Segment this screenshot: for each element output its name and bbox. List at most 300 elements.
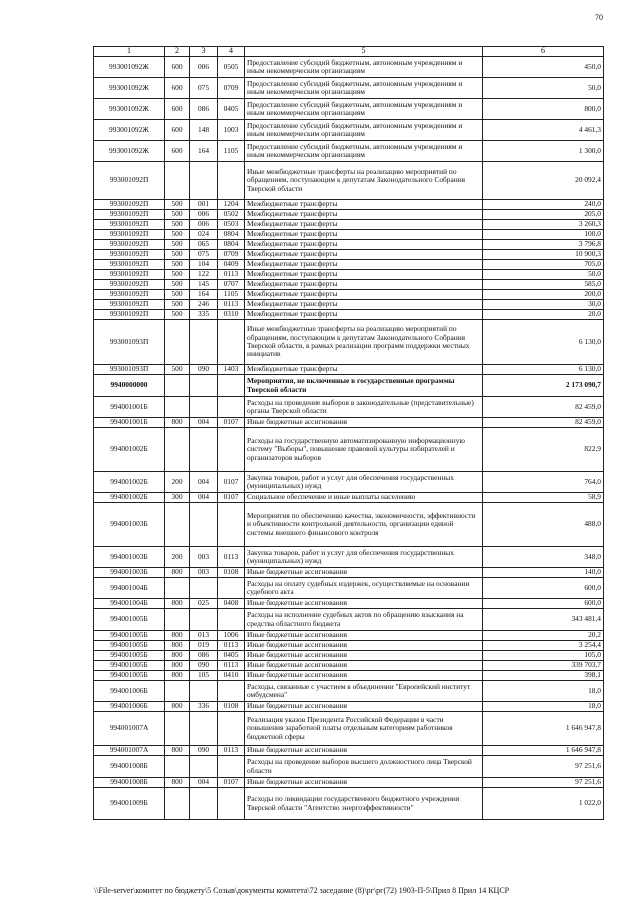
cell-name: Иные бюджетные ассигнования [245, 568, 483, 578]
cell-name: Предоставление субсидий бюджетным, автономным учреждениям и иным некоммерческим организациям [245, 120, 483, 141]
cell-code: 994001001Б [94, 418, 165, 428]
cell-rz: 0408 [218, 599, 245, 609]
cell-rz: 1204 [218, 200, 245, 210]
cell-rz [218, 788, 245, 820]
cell-ved: 004 [190, 472, 218, 493]
cell-ved [190, 320, 218, 365]
cell-name: Межбюджетные трансферты [245, 210, 483, 220]
table-row [94, 230, 604, 240]
table-row [94, 472, 604, 493]
cell-sum: 2 173 090,7 [483, 375, 604, 397]
cell-code: 993001092Ж [94, 141, 165, 162]
column-header: 1 [94, 47, 165, 57]
cell-name: Иные бюджетные ассигнования [245, 778, 483, 788]
cell-rz: 0107 [218, 418, 245, 428]
cell-ved: 122 [190, 270, 218, 280]
cell-code: 994001007А [94, 746, 165, 756]
table-row [94, 756, 604, 778]
table-row [94, 141, 604, 162]
cell-vr: 500 [165, 240, 190, 250]
cell-rz [218, 609, 245, 631]
table-row [94, 375, 604, 397]
table-row [94, 641, 604, 651]
cell-sum: 822,9 [483, 428, 604, 472]
cell-sum: 82 459,0 [483, 397, 604, 418]
cell-ved: 006 [190, 220, 218, 230]
cell-sum: 30,0 [483, 300, 604, 310]
table-row [94, 280, 604, 290]
cell-code: 993001092Ж [94, 78, 165, 99]
table-row [94, 365, 604, 375]
cell-code: 994001005Б [94, 609, 165, 631]
cell-vr [165, 428, 190, 472]
cell-vr: 800 [165, 568, 190, 578]
cell-sum: 3 254,4 [483, 641, 604, 651]
table-header-row [94, 47, 604, 57]
table-row [94, 78, 604, 99]
cell-rz [218, 578, 245, 599]
cell-ved [190, 162, 218, 200]
cell-rz: 1105 [218, 290, 245, 300]
cell-code: 994001003Б [94, 503, 165, 547]
cell-ved [190, 578, 218, 599]
cell-rz: 0108 [218, 702, 245, 712]
cell-code: 994001003Б [94, 568, 165, 578]
cell-vr: 500 [165, 290, 190, 300]
cell-name: Расходы на государственную автоматизированную информационную систему "Выборы", повышение правовой культуры избирателей и организаторов выборов [245, 428, 483, 472]
cell-vr: 600 [165, 57, 190, 78]
cell-sum: 450,0 [483, 57, 604, 78]
cell-code: 994001002Б [94, 428, 165, 472]
cell-vr: 800 [165, 671, 190, 681]
cell-vr: 500 [165, 250, 190, 260]
cell-name: Иные бюджетные ассигнования [245, 418, 483, 428]
table-row [94, 250, 604, 260]
table-row [94, 778, 604, 788]
cell-vr [165, 756, 190, 778]
cell-ved: 090 [190, 661, 218, 671]
cell-vr [165, 578, 190, 599]
cell-code: 993001092П [94, 240, 165, 250]
cell-vr: 500 [165, 310, 190, 320]
cell-code: 993001092П [94, 290, 165, 300]
cell-rz [218, 428, 245, 472]
cell-sum: 140,0 [483, 568, 604, 578]
cell-rz: 0804 [218, 230, 245, 240]
cell-sum: 600,0 [483, 599, 604, 609]
table-row [94, 270, 604, 280]
budget-table [93, 46, 604, 820]
cell-code: 993001092П [94, 250, 165, 260]
column-header: 3 [190, 47, 218, 57]
cell-name: Мероприятия, не включенные в государственные программы Тверской области [245, 375, 483, 397]
cell-sum: 50,0 [483, 270, 604, 280]
cell-rz [218, 397, 245, 418]
cell-sum: 58,9 [483, 493, 604, 503]
cell-vr: 800 [165, 651, 190, 661]
table-row [94, 57, 604, 78]
cell-sum: 100,0 [483, 230, 604, 240]
cell-vr: 500 [165, 280, 190, 290]
cell-sum: 6 130,0 [483, 365, 604, 375]
cell-rz [218, 681, 245, 702]
cell-code: 993001092Ж [94, 99, 165, 120]
cell-vr: 600 [165, 120, 190, 141]
cell-vr: 500 [165, 300, 190, 310]
cell-rz: 0409 [218, 260, 245, 270]
table-row [94, 568, 604, 578]
table-row [94, 162, 604, 200]
cell-name: Межбюджетные трансферты [245, 290, 483, 300]
cell-rz: 1006 [218, 631, 245, 641]
cell-name: Расходы на проведение выборов высшего должностного лица Тверской области [245, 756, 483, 778]
cell-code: 9940000000 [94, 375, 165, 397]
cell-code: 994001007А [94, 712, 165, 746]
cell-vr: 800 [165, 641, 190, 651]
cell-name: Предоставление субсидий бюджетным, автономным учреждениям и иным некоммерческим организациям [245, 78, 483, 99]
cell-ved [190, 397, 218, 418]
cell-code: 993001093П [94, 320, 165, 365]
cell-vr: 800 [165, 599, 190, 609]
table-row [94, 503, 604, 547]
cell-sum: 18,0 [483, 681, 604, 702]
cell-rz: 0113 [218, 661, 245, 671]
cell-sum: 20,0 [483, 310, 604, 320]
table-row [94, 609, 604, 631]
cell-sum: 3 260,3 [483, 220, 604, 230]
cell-vr: 800 [165, 661, 190, 671]
cell-name: Межбюджетные трансферты [245, 240, 483, 250]
cell-rz: 0113 [218, 746, 245, 756]
cell-ved: 164 [190, 290, 218, 300]
cell-sum: 18,0 [483, 702, 604, 712]
file-path-footer: \\File-server\комитет по бюджету\5 Созыв\документы комитета\72 заседание (8)\рг\рг(72) 1903-П-5\Прил 8 Прил 14 КЦСР [94, 886, 510, 895]
cell-name: Иные бюджетные ассигнования [245, 702, 483, 712]
cell-code: 994001005Б [94, 641, 165, 651]
cell-vr: 600 [165, 141, 190, 162]
cell-sum: 200,0 [483, 290, 604, 300]
cell-name: Иные бюджетные ассигнования [245, 661, 483, 671]
cell-ved: 019 [190, 641, 218, 651]
cell-ved: 336 [190, 702, 218, 712]
cell-name: Иные межбюджетные трансферты на реализацию мероприятий по обращениям, поступающим к депутатам Законодательного Собрания Тверской области [245, 162, 483, 200]
cell-ved: 246 [190, 300, 218, 310]
cell-ved: 003 [190, 547, 218, 568]
cell-vr: 800 [165, 418, 190, 428]
cell-name: Предоставление субсидий бюджетным, автономным учреждениям и иным некоммерческим организациям [245, 99, 483, 120]
cell-rz: 0804 [218, 240, 245, 250]
cell-ved: 001 [190, 200, 218, 210]
cell-name: Иные бюджетные ассигнования [245, 746, 483, 756]
cell-vr: 500 [165, 260, 190, 270]
cell-vr: 800 [165, 746, 190, 756]
table-row [94, 578, 604, 599]
cell-sum: 240,0 [483, 200, 604, 210]
cell-name: Предоставление субсидий бюджетным, автономным учреждениям и иным некоммерческим организациям [245, 57, 483, 78]
cell-code: 994001005Б [94, 651, 165, 661]
cell-ved [190, 503, 218, 547]
cell-vr: 500 [165, 210, 190, 220]
table-row [94, 220, 604, 230]
cell-code: 994001008Б [94, 778, 165, 788]
cell-name: Межбюджетные трансферты [245, 310, 483, 320]
column-header: 4 [218, 47, 245, 57]
cell-name: Иные бюджетные ассигнования [245, 651, 483, 661]
table-row [94, 210, 604, 220]
cell-rz: 0107 [218, 778, 245, 788]
cell-ved: 013 [190, 631, 218, 641]
column-header: 6 [483, 47, 604, 57]
cell-ved [190, 788, 218, 820]
cell-vr [165, 609, 190, 631]
cell-rz: 0113 [218, 300, 245, 310]
cell-ved: 145 [190, 280, 218, 290]
cell-sum: 50,0 [483, 78, 604, 99]
cell-vr [165, 681, 190, 702]
cell-ved: 006 [190, 210, 218, 220]
table-row [94, 260, 604, 270]
cell-vr: 800 [165, 631, 190, 641]
cell-sum: 82 459,0 [483, 418, 604, 428]
table-row [94, 671, 604, 681]
cell-vr [165, 712, 190, 746]
cell-vr: 500 [165, 220, 190, 230]
table-row [94, 746, 604, 756]
cell-rz: 0503 [218, 220, 245, 230]
cell-rz: 1403 [218, 365, 245, 375]
table-row [94, 493, 604, 503]
cell-name: Межбюджетные трансферты [245, 270, 483, 280]
cell-ved [190, 712, 218, 746]
table-row [94, 631, 604, 641]
cell-sum: 20,2 [483, 631, 604, 641]
cell-vr [165, 788, 190, 820]
cell-ved [190, 375, 218, 397]
cell-code: 993001092П [94, 260, 165, 270]
cell-vr: 800 [165, 702, 190, 712]
cell-code: 994001003Б [94, 547, 165, 568]
cell-code: 994001006Б [94, 702, 165, 712]
cell-vr: 600 [165, 99, 190, 120]
table-row [94, 712, 604, 746]
cell-ved: 006 [190, 57, 218, 78]
cell-vr [165, 320, 190, 365]
cell-ved [190, 756, 218, 778]
cell-sum: 97 251,6 [483, 778, 604, 788]
cell-sum: 205,0 [483, 210, 604, 220]
cell-ved: 065 [190, 240, 218, 250]
cell-code: 994001004Б [94, 599, 165, 609]
cell-ved: 024 [190, 230, 218, 240]
cell-sum: 97 251,6 [483, 756, 604, 778]
cell-code: 993001092П [94, 220, 165, 230]
cell-sum: 3 796,8 [483, 240, 604, 250]
cell-vr: 500 [165, 270, 190, 280]
cell-rz: 0107 [218, 472, 245, 493]
table-row [94, 300, 604, 310]
cell-code: 993001092П [94, 310, 165, 320]
cell-rz: 0113 [218, 270, 245, 280]
cell-ved: 086 [190, 99, 218, 120]
table-row [94, 200, 604, 210]
cell-ved: 148 [190, 120, 218, 141]
cell-ved: 090 [190, 365, 218, 375]
cell-rz: 0505 [218, 57, 245, 78]
cell-sum: 800,0 [483, 99, 604, 120]
table-row [94, 240, 604, 250]
cell-sum: 10 900,3 [483, 250, 604, 260]
cell-sum: 764,0 [483, 472, 604, 493]
cell-sum: 6 130,0 [483, 320, 604, 365]
cell-rz: 0107 [218, 493, 245, 503]
cell-sum: 339 703,7 [483, 661, 604, 671]
cell-name: Мероприятия по обеспечению качества, экономичности, эффективности и объективности контрольной деятельности, организации единой системы внешнего финансового контроля [245, 503, 483, 547]
cell-rz: 0410 [218, 671, 245, 681]
cell-name: Межбюджетные трансферты [245, 280, 483, 290]
cell-code: 993001093П [94, 365, 165, 375]
cell-code: 993001092П [94, 280, 165, 290]
cell-ved [190, 609, 218, 631]
cell-ved: 025 [190, 599, 218, 609]
cell-rz: 0709 [218, 250, 245, 260]
cell-sum: 600,0 [483, 578, 604, 599]
cell-rz: 0707 [218, 280, 245, 290]
cell-code: 994001006Б [94, 681, 165, 702]
cell-sum: 1 300,0 [483, 141, 604, 162]
cell-rz: 0108 [218, 568, 245, 578]
cell-vr: 500 [165, 230, 190, 240]
cell-ved: 004 [190, 493, 218, 503]
cell-sum: 488,0 [483, 503, 604, 547]
cell-code: 994001005Б [94, 661, 165, 671]
table-row [94, 702, 604, 712]
cell-ved [190, 681, 218, 702]
table-row [94, 547, 604, 568]
cell-sum: 348,0 [483, 547, 604, 568]
cell-vr [165, 503, 190, 547]
cell-code: 994001005Б [94, 671, 165, 681]
cell-name: Межбюджетные трансферты [245, 230, 483, 240]
cell-rz [218, 712, 245, 746]
cell-sum: 1 022,0 [483, 788, 604, 820]
cell-sum: 398,1 [483, 671, 604, 681]
cell-ved: 090 [190, 746, 218, 756]
cell-sum: 4 461,3 [483, 120, 604, 141]
table-row [94, 290, 604, 300]
cell-name: Межбюджетные трансферты [245, 220, 483, 230]
cell-rz [218, 503, 245, 547]
table-row [94, 310, 604, 320]
cell-name: Иные бюджетные ассигнования [245, 599, 483, 609]
cell-name: Межбюджетные трансферты [245, 200, 483, 210]
cell-name: Межбюджетные трансферты [245, 250, 483, 260]
cell-code: 994001002Б [94, 493, 165, 503]
table-row [94, 428, 604, 472]
cell-ved: 105 [190, 671, 218, 681]
cell-ved: 075 [190, 250, 218, 260]
cell-rz: 0502 [218, 210, 245, 220]
cell-ved: 335 [190, 310, 218, 320]
cell-code: 994001005Б [94, 631, 165, 641]
cell-vr: 500 [165, 200, 190, 210]
cell-vr: 800 [165, 778, 190, 788]
cell-name: Иные бюджетные ассигнования [245, 671, 483, 681]
cell-name: Расходы, связанные с участием в объединении "Европейский институт омбудсмена" [245, 681, 483, 702]
cell-vr: 600 [165, 78, 190, 99]
cell-code: 993001092П [94, 210, 165, 220]
cell-sum: 20 092,4 [483, 162, 604, 200]
cell-ved: 104 [190, 260, 218, 270]
cell-rz: 1003 [218, 120, 245, 141]
cell-sum: 585,0 [483, 280, 604, 290]
table-row [94, 418, 604, 428]
cell-name: Социальное обеспечение и иные выплаты населению [245, 493, 483, 503]
cell-ved: 004 [190, 418, 218, 428]
table-row [94, 120, 604, 141]
table-row [94, 788, 604, 820]
cell-vr: 300 [165, 493, 190, 503]
cell-ved: 086 [190, 651, 218, 661]
cell-ved: 004 [190, 778, 218, 788]
cell-code: 994001009Б [94, 788, 165, 820]
table-row [94, 651, 604, 661]
table-row [94, 599, 604, 609]
cell-code: 994001001Б [94, 397, 165, 418]
cell-name: Закупка товаров, работ и услуг для обеспечения государственных (муниципальных) нужд [245, 472, 483, 493]
cell-rz [218, 756, 245, 778]
cell-name: Расходы по ликвидации государственного бюджетного учреждения Тверской области "Агентство энергоэффективности" [245, 788, 483, 820]
table-row [94, 681, 604, 702]
cell-vr [165, 162, 190, 200]
cell-vr [165, 375, 190, 397]
cell-code: 993001092П [94, 300, 165, 310]
table-row [94, 320, 604, 365]
cell-vr: 200 [165, 472, 190, 493]
cell-ved: 003 [190, 568, 218, 578]
column-header: 5 [245, 47, 483, 57]
cell-vr: 200 [165, 547, 190, 568]
cell-code: 993001092П [94, 200, 165, 210]
cell-code: 994001008Б [94, 756, 165, 778]
cell-name: Расходы на проведение выборов в законодательные (представительные) органы Тверской области [245, 397, 483, 418]
cell-rz: 0405 [218, 651, 245, 661]
cell-sum: 343 481,4 [483, 609, 604, 631]
page-number: 70 [595, 13, 603, 22]
cell-code: 993001092Ж [94, 57, 165, 78]
table-row [94, 99, 604, 120]
cell-ved: 164 [190, 141, 218, 162]
cell-code: 993001092П [94, 162, 165, 200]
cell-name: Расходы на оплату судебных издержек, осуществляемые на основании судебного акта [245, 578, 483, 599]
cell-code: 993001092Ж [94, 120, 165, 141]
cell-sum: 705,0 [483, 260, 604, 270]
cell-name: Расходы на исполнение судебных актов по обращению взыскания на средства областного бюджета [245, 609, 483, 631]
cell-sum: 1 646 947,8 [483, 712, 604, 746]
cell-rz [218, 375, 245, 397]
cell-rz: 0113 [218, 547, 245, 568]
cell-vr [165, 397, 190, 418]
cell-rz: 0405 [218, 99, 245, 120]
cell-name: Реализация указов Президента Российской Федерации в части повышения заработной платы отдельным категориям работников бюджетной сферы [245, 712, 483, 746]
cell-name: Межбюджетные трансферты [245, 260, 483, 270]
cell-ved [190, 428, 218, 472]
cell-code: 993001092П [94, 230, 165, 240]
cell-name: Межбюджетные трансферты [245, 300, 483, 310]
cell-name: Иные бюджетные ассигнования [245, 631, 483, 641]
column-header: 2 [165, 47, 190, 57]
cell-rz: 0113 [218, 641, 245, 651]
cell-rz [218, 320, 245, 365]
